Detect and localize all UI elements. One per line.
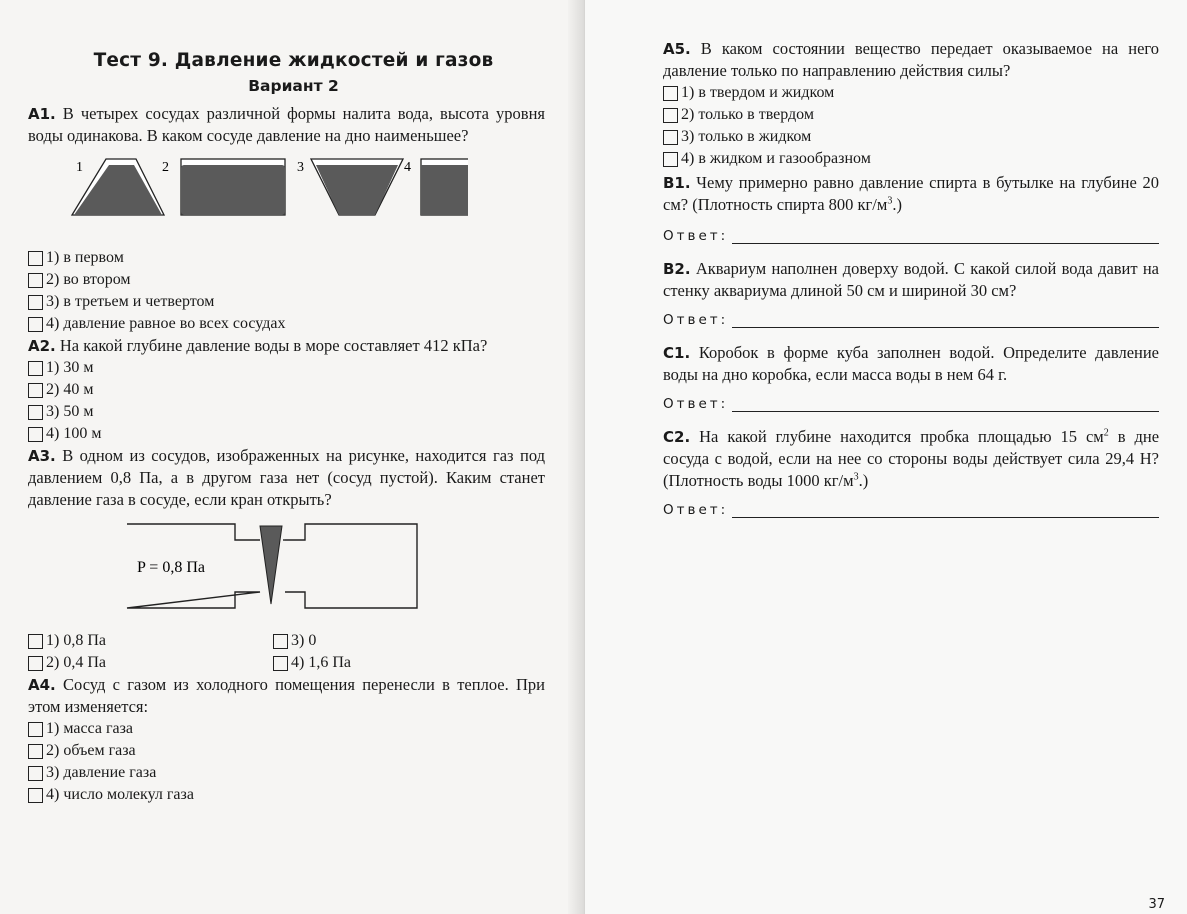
checkbox[interactable] <box>663 152 678 167</box>
a4-option-3[interactable]: 3) давление газа <box>28 762 545 784</box>
answer-field-c2[interactable] <box>732 503 1159 518</box>
checkbox[interactable] <box>28 383 43 398</box>
checkbox[interactable] <box>28 295 43 310</box>
a2-option-3[interactable]: 3) 50 м <box>28 401 545 423</box>
a4-option-1[interactable]: 1) масса газа <box>28 718 545 740</box>
a1-option-1[interactable]: 1) в первом <box>28 247 545 269</box>
checkbox[interactable] <box>28 656 43 671</box>
a4-option-4[interactable]: 4) число молекул газа <box>28 784 545 806</box>
a2-option-1[interactable]: 1) 30 м <box>28 357 545 379</box>
a1-options <box>28 247 545 335</box>
vessel-label-3: 3 <box>297 160 304 175</box>
a3-option-3[interactable]: 3) 0 <box>273 630 518 652</box>
checkbox[interactable] <box>28 405 43 420</box>
question-a3: А3. В одном из сосудов, изображенных на рисунке, находится газ под давлением 0,8 Па, а в другом газа нет (сосуд пустой). Каким станет давление газа в сосуде, если кран открыть? <box>28 446 545 509</box>
left-page <box>0 0 585 914</box>
checkbox[interactable] <box>28 634 43 649</box>
a4-options <box>28 718 545 806</box>
answer-field-c1[interactable] <box>732 397 1159 412</box>
vessel-label-2: 2 <box>162 160 169 175</box>
vessel-label-1: 1 <box>76 160 83 175</box>
checkbox[interactable] <box>663 108 678 123</box>
a3-options <box>28 630 545 674</box>
a2-options <box>28 357 545 445</box>
a5-options <box>663 82 1159 170</box>
question-c1: С1. Коробок в форме куба заполнен водой. Определите давление воды на дно коробка, если масса воды в нем 64 г. <box>663 343 1159 384</box>
a3-option-1[interactable]: 1) 0,8 Па <box>28 630 273 652</box>
a2-option-4[interactable]: 4) 100 м <box>28 423 545 445</box>
pressure-label: P = 0,8 Па <box>137 559 205 576</box>
a5-option-1[interactable]: 1) в твердом и жидком <box>663 82 1159 104</box>
gas-vessels-figure <box>125 520 425 618</box>
a5-option-2[interactable]: 2) только в твердом <box>663 104 1159 126</box>
checkbox[interactable] <box>28 273 43 288</box>
vessel-4-water <box>421 165 468 215</box>
question-b1: В1. Чему примерно равно давление спирта в бутылке на глубине 20 см? (Плотность спирта 800 $кг/м^3$.) <box>663 173 1159 214</box>
checkbox[interactable] <box>28 317 43 332</box>
checkbox[interactable] <box>28 788 43 803</box>
valve-icon <box>260 526 282 604</box>
a2-option-2[interactable]: 2) 40 м <box>28 379 545 401</box>
checkbox[interactable] <box>28 427 43 442</box>
answer-field-b2[interactable] <box>732 313 1159 328</box>
vessels-figure <box>48 155 468 227</box>
question-a5: А5. В каком состоянии вещество передает оказываемое на него давление только по направлению действия силы? <box>663 39 1159 80</box>
question-a4: А4. Сосуд с газом из холодного помещения перенесли в теплое. При этом изменяется: <box>28 675 545 716</box>
a3-option-4[interactable]: 4) 1,6 Па <box>273 652 518 674</box>
checkbox[interactable] <box>28 722 43 737</box>
question-a1: А1. В четырех сосудах различной формы налита вода, высота уровня воды одинакова. В каком сосуде давление на дно наименьшее? <box>28 104 545 145</box>
a1-option-4[interactable]: 4) давление равное во всех сосудах <box>28 313 545 335</box>
answer-field-b1[interactable] <box>732 229 1159 244</box>
a4-option-2[interactable]: 2) объем газа <box>28 740 545 762</box>
checkbox[interactable] <box>28 251 43 266</box>
a1-option-3[interactable]: 3) в третьем и четвертом <box>28 291 545 313</box>
vessel-3-water <box>316 165 398 215</box>
checkbox[interactable] <box>273 634 288 649</box>
right-page <box>585 0 1187 914</box>
checkbox[interactable] <box>273 656 288 671</box>
a5-option-3[interactable]: 3) только в жидком <box>663 126 1159 148</box>
answer-b1: Ответ: <box>663 228 1159 244</box>
question-a2: А2. На какой глубине давление воды в море составляет 412 кПа? <box>28 336 488 355</box>
checkbox[interactable] <box>28 744 43 759</box>
page-number: 37 <box>1148 897 1165 912</box>
a1-option-2[interactable]: 2) во втором <box>28 269 545 291</box>
variant-title: Вариант 2 <box>248 77 339 95</box>
vessel-label-4: 4 <box>404 160 411 175</box>
answer-b2: Ответ: <box>663 312 1159 328</box>
question-b2: В2. Аквариум наполнен доверху водой. С какой силой вода давит на стенку аквариума длиной 50 см и шириной 30 см? <box>663 259 1159 300</box>
checkbox[interactable] <box>663 130 678 145</box>
checkbox[interactable] <box>663 86 678 101</box>
answer-c1: Ответ: <box>663 396 1159 412</box>
checkbox[interactable] <box>28 361 43 376</box>
a5-option-4[interactable]: 4) в жидком и газообразном <box>663 148 1159 170</box>
answer-c2: Ответ: <box>663 502 1159 518</box>
question-c2: С2. На какой глубине находится пробка площадью 15 $см^2$ в дне сосуда с водой, если на нее со стороны воды действует сила 29,4 Н? (Плотность воды 1000 $кг/м^3$.) <box>663 427 1160 490</box>
checkbox[interactable] <box>28 766 43 781</box>
test-title: Тест 9. Давление жидкостей и газов <box>93 50 494 71</box>
vessel-2-water <box>181 165 285 215</box>
a3-option-2[interactable]: 2) 0,4 Па <box>28 652 273 674</box>
